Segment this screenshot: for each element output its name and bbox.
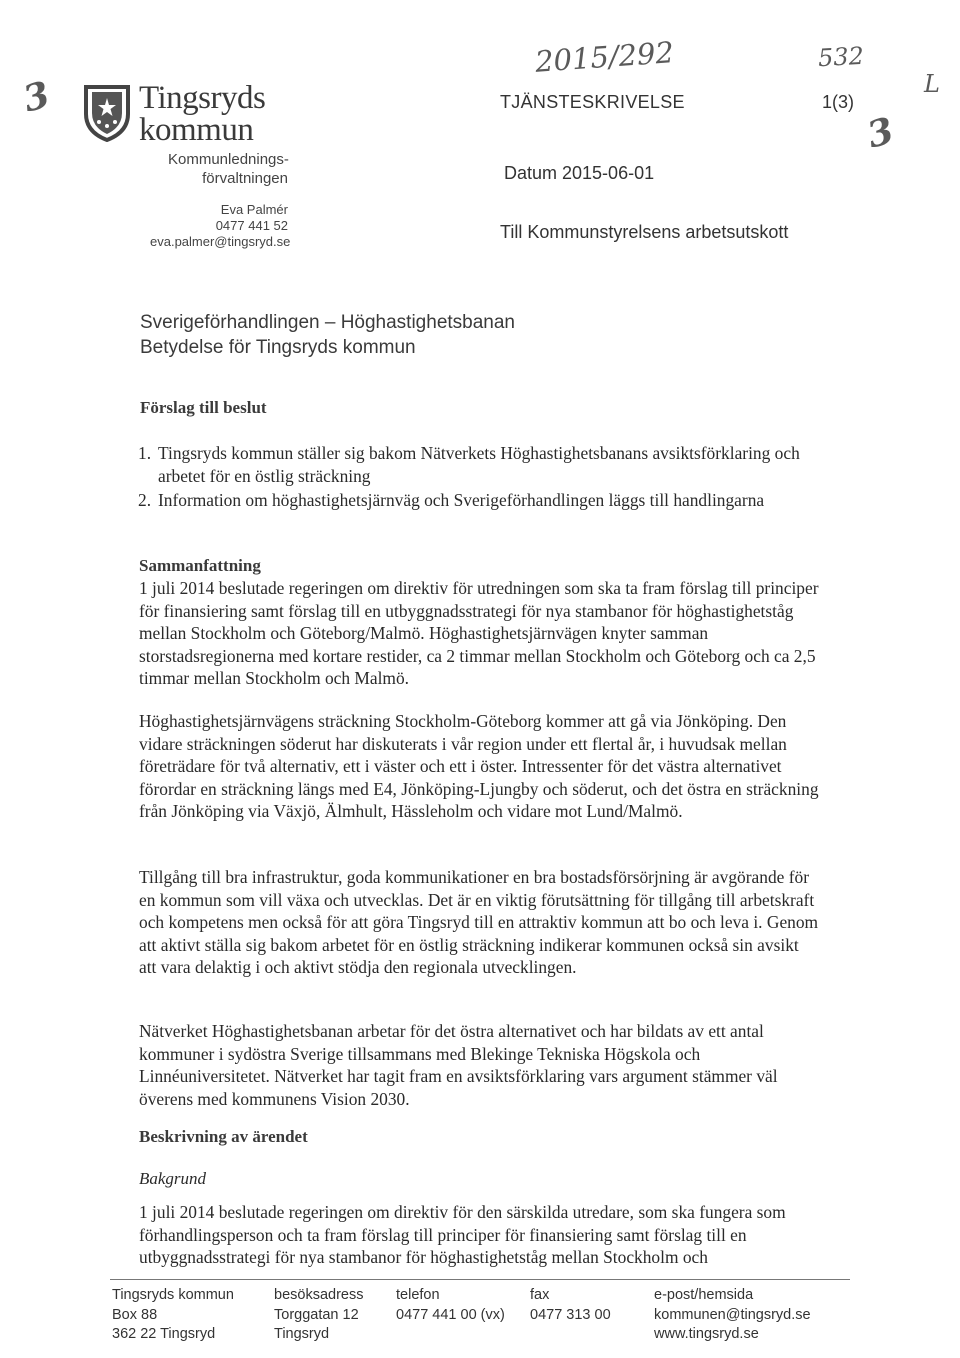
footer-org-postal: 362 22 Tingsryd bbox=[112, 1326, 216, 1342]
footer-visit-city: Tingsryd bbox=[274, 1326, 330, 1342]
list-item bbox=[138, 489, 828, 512]
footer-visit-address bbox=[274, 1286, 363, 1345]
footer-web-label: e-post/hemsida bbox=[654, 1287, 754, 1303]
footer-fax-label: fax bbox=[530, 1287, 550, 1303]
summary-paragraph-3 bbox=[139, 866, 819, 979]
footer-visit-street: Torggatan 12 bbox=[274, 1306, 359, 1323]
list-item-number: 1. bbox=[138, 443, 152, 463]
paragraph-text: 1 juli 2014 beslutade regeringen om direktiv för utredningen som ska ta fram förslag till principer för finansiering samt förslag till en utbyggnadsstrategi för nya stambanor för höghastighetståg mellan Stockholm och Göteborg/Malmö. Höghastighetsjärnvägen knyter samman storstadsregionerna med kortare restider, ca 2 timmar mellan Stockholm och Göteborg och ca 2,5 timmar mellan Stockholm och Malmö. bbox=[139, 578, 819, 688]
footer-email-link[interactable]: kommunen@tingsryd.se bbox=[654, 1306, 811, 1323]
proposal-heading: Förslag till beslut bbox=[140, 398, 267, 417]
organization-name bbox=[139, 82, 265, 146]
document-type: TJÄNSTESKRIVELSE bbox=[500, 92, 685, 112]
paragraph-text: Höghastighetsjärnvägens sträckning Stockholm-Göteborg kommer att gå via Jönköping. Den vidare sträckningen söderut har diskuterats i vår region under ett flertal år, i huvudsak mellan företrädare för två alternativ, ett i väster och ett i öster. Intressenter för det västra alternativet förordar en sträckning längs med E4, Jönköping-Ljungby och söderut, och det östra en sträckning från Jönköping via Växjö, Älmhult, Hässleholm och vidare mot Lund/Malmö. bbox=[139, 711, 819, 821]
footer-org-box: Box 88 bbox=[112, 1306, 158, 1323]
background-paragraph bbox=[139, 1201, 819, 1269]
department bbox=[168, 150, 288, 188]
subject-title bbox=[140, 310, 515, 360]
author-phone: 0477 441 52 bbox=[215, 218, 288, 233]
footer-fax-value: 0477 313 00 bbox=[530, 1306, 611, 1323]
department-line1: Kommunlednings- bbox=[168, 151, 289, 168]
coat-of-arms-icon bbox=[82, 84, 132, 142]
footer-web bbox=[654, 1286, 811, 1345]
summary-paragraph-1 bbox=[139, 577, 819, 690]
footer-visit-label: besöksadress bbox=[274, 1287, 364, 1303]
organization-name-line2: kommun bbox=[139, 112, 254, 148]
organization-name-line1: Tingsryds bbox=[139, 80, 266, 116]
list-item bbox=[138, 442, 828, 487]
recipient: Till Kommunstyrelsens arbetsutskott bbox=[500, 222, 789, 242]
description-heading: Beskrivning av ärendet bbox=[139, 1127, 308, 1146]
footer-website-link[interactable]: www.tingsryd.se bbox=[654, 1326, 759, 1342]
author-email: eva.palmer@tingsryd.se bbox=[150, 234, 291, 249]
subject-line1: Sverigeförhandlingen – Höghastighetsbanan bbox=[140, 312, 515, 333]
handwritten-number: 532 bbox=[817, 41, 865, 73]
list-item-text: Information om höghastighetsjärnväg och Sverigeförhandlingen läggs till handlingarna bbox=[158, 490, 765, 510]
paragraph-text: 1 juli 2014 beslutade regeringen om direktiv för den särskilda utredare, som ska fungera som förhandlingsperson och ta fram förslag till principer för finansiering samt förslag till en utbyggnadsstrategi för nya stambanor för höghastighetståg mellan Stockholm och bbox=[139, 1202, 786, 1267]
author-name: Eva Palmér bbox=[220, 202, 288, 217]
list-item-number: 2. bbox=[138, 490, 152, 510]
proposal-list bbox=[138, 442, 828, 514]
handwritten-right-mark: 3 bbox=[862, 109, 899, 157]
paragraph-text: Nätverket Höghastighetsbanan arbetar för det östra alternativet och har bildats av ett antal kommuner i sydöstra Sverige tillsammans med Blekinge Tekniska Högskola och Linnéuniversitetet. Nätverket har tagit fram en avsiktsförklaring vars argument stämmer väl överens med kommunens Vision 2030. bbox=[139, 1021, 778, 1109]
list-item-text: Tingsryds kommun ställer sig bakom Nätverkets Höghastighetsbanans avsiktsförklaring och arbetet för en östlig sträckning bbox=[158, 443, 800, 486]
summary-heading: Sammanfattning bbox=[139, 556, 261, 575]
document-date: Datum 2015-06-01 bbox=[504, 163, 655, 183]
paragraph-text: Tillgång till bra infrastruktur, goda kommunikationer en bra bostadsförsörjning är avgörande för en kommun som vill växa och utvecklas. Det är en viktig förutsättning för tillgång till arbetskraft och kompetens men också för att göra Tingsryd till en attraktiv kommun att bo och leva i. Genom att aktivt ställa sig bakom arbetet för en östlig sträckning indikerar kommunen också sin avsikt att vara delaktig i och aktivt stödja den regionala utvecklingen. bbox=[139, 867, 819, 977]
handwritten-reference: 2015/292 bbox=[533, 35, 675, 79]
footer-organization bbox=[112, 1286, 234, 1345]
footer-phone-label: telefon bbox=[396, 1287, 440, 1303]
handwritten-left-mark: 3 bbox=[18, 73, 55, 121]
subject-line2: Betydelse för Tingsryds kommun bbox=[140, 337, 416, 358]
author-block bbox=[150, 202, 291, 250]
footer-divider bbox=[110, 1279, 850, 1280]
background-subheading: Bakgrund bbox=[139, 1169, 207, 1188]
footer-fax bbox=[530, 1286, 611, 1325]
footer-phone bbox=[396, 1286, 505, 1325]
department-line2: förvaltningen bbox=[202, 170, 288, 187]
summary-paragraph-4 bbox=[139, 1020, 819, 1110]
footer-phone-value: 0477 441 00 (vx) bbox=[396, 1306, 505, 1323]
page-indicator: 1(3) bbox=[822, 92, 855, 112]
summary-paragraph-2 bbox=[139, 710, 819, 823]
footer-org-name: Tingsryds kommun bbox=[112, 1287, 234, 1303]
handwritten-corner-mark: L bbox=[924, 70, 940, 98]
